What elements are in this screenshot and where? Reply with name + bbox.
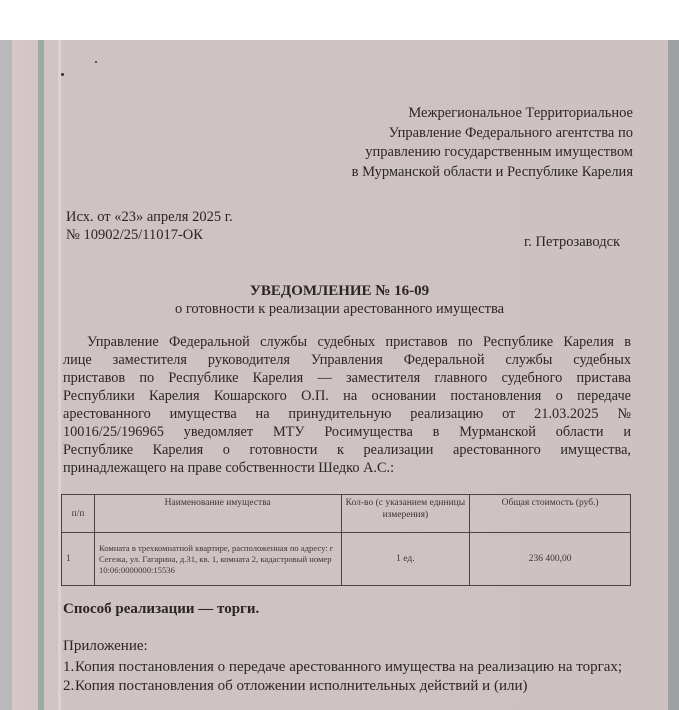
property-table — [61, 494, 631, 586]
body-line: Управление Федеральной службы судебных приставов по Республике Карелия в — [87, 334, 631, 350]
ink-speck — [61, 73, 64, 76]
city: г. Петрозаводск — [524, 234, 621, 250]
table-header-row — [62, 495, 631, 533]
addressee-block — [352, 104, 633, 182]
cell-qty: 1 ед. — [341, 533, 470, 586]
body-line: Республики Карелия Кошарского О.П. на основании постановления о передаче — [63, 388, 631, 404]
attachments-title: Приложение: — [63, 638, 148, 654]
scan-artifact-stripe — [38, 40, 44, 710]
notice-subtitle: о готовности к реализации арестованного имущества — [174, 301, 505, 317]
body-line: Республике Карелия о готовности к реализации арестованного имущества, — [63, 442, 631, 458]
body-line: приставов по Республике Карелия — заместителя главного судебного пристава — [63, 370, 631, 386]
addressee-line: Межрегиональное Территориальное — [408, 105, 633, 121]
addressee-line: управлению государственным имуществом — [365, 144, 633, 160]
cell-cost: 236 400,00 — [470, 533, 631, 586]
outgoing-date: Исх. от «23» апреля 2025 г. — [66, 209, 233, 225]
cell-num: 1 — [62, 533, 95, 586]
table-row — [62, 533, 631, 586]
attachment-text: Копия постановления о передаче арестованного имущества на реализацию на торгах; — [75, 659, 623, 675]
attachment-item — [63, 677, 623, 696]
ink-speck — [95, 61, 97, 63]
cell-name: Комната в трехкомнатной квартире, расположенная по адресу: г Сегежа, ул. Гагарина, д.31, кв. 1, комната 2, кадастровый номер 10:06:0000000:15536 — [94, 533, 341, 586]
attachment-number: 2. — [63, 678, 75, 694]
attachment-text: Копия постановления об отложении исполнительных действий и (или) — [75, 678, 528, 694]
scan-artifact-stripe-light — [58, 40, 61, 710]
addressee-line: Управление Федерального агентства по — [388, 124, 633, 141]
notice-body — [63, 333, 631, 477]
header-cost: Общая стоимость (руб.) — [470, 495, 631, 533]
header-qty: Кол-во (с указанием единицы измерения) — [341, 495, 470, 533]
notice-title: УВЕДОМЛЕНИЕ № 16-09 — [249, 283, 430, 299]
body-line: 10016/25/196965 уведомляет МТУ Росимущества в Мурманской области и — [63, 424, 631, 440]
sale-method: Способ реализации — торги. — [63, 601, 260, 617]
attachment-item — [63, 658, 623, 677]
header-num: п/п — [62, 495, 95, 533]
attachment-number: 1. — [63, 659, 75, 675]
body-line: принадлежащего на праве собственности Шедко А.С.: — [63, 460, 395, 476]
header-name: Наименование имущества — [94, 495, 341, 533]
addressee-line: в Мурманской области и Республике Карелия — [351, 163, 633, 180]
body-line: лице заместителя руководителя Управления Федеральной службы судебных — [63, 352, 631, 368]
page-edge-shadow — [668, 40, 679, 710]
outgoing-number: № 10902/25/11017-ОК — [66, 227, 203, 243]
body-line: арестованного имущества на принудительную реализацию от 21.03.2025 № — [63, 406, 631, 422]
attachments-list — [63, 658, 623, 696]
